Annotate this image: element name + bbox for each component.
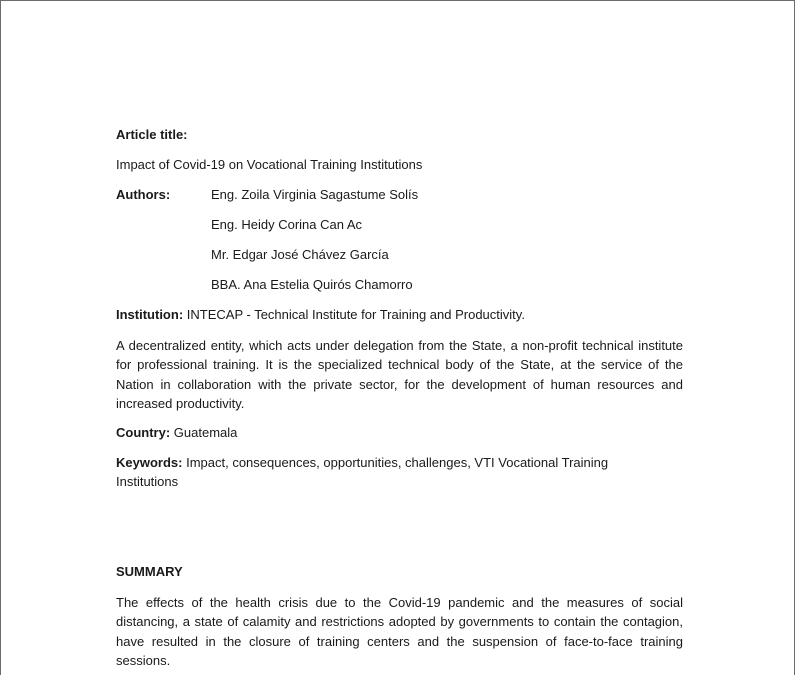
country-value: Guatemala <box>173 425 238 440</box>
institution-label: Institution: <box>116 307 184 322</box>
keywords-line <box>116 455 608 471</box>
country-line <box>116 425 237 441</box>
keywords-value: Impact, consequences, opportunities, challenges, VTI Vocational Training <box>186 455 609 470</box>
institution-description: A decentralized entity, which acts under delegation from the State, a non-profit technical institute for professional training. It is the specialized technical body of the State, at the service of the Nation in collaboration with the private sector, for the development of human resources and increased productivity. <box>116 338 683 411</box>
author-item: BBA. Ana Estelia Quirós Chamorro <box>211 277 413 292</box>
country-label: Country: <box>116 425 171 440</box>
author-item: Eng. Zoila Virginia Sagastume Solís <box>211 187 419 202</box>
authors-label: Authors: <box>116 187 171 202</box>
article-title-label: Article title: <box>116 127 188 142</box>
keywords-label: Keywords: <box>116 455 183 470</box>
institution-name: INTECAP - Technical Institute for Training and Productivity. <box>186 307 525 322</box>
summary-heading: SUMMARY <box>116 564 183 579</box>
summary-text: The effects of the health crisis due to the Covid-19 pandemic and the measures of social distancing, a state of calamity and restrictions adopted by governments to contain the contagion, have resulted in the closure of training centers and the suspension of face-to-face training sessions. <box>116 595 683 668</box>
article-title: Impact of Covid-19 on Vocational Training Institutions <box>116 157 423 172</box>
author-item: Eng. Heidy Corina Can Ac <box>211 217 363 232</box>
author-item: Mr. Edgar José Chávez García <box>211 247 389 262</box>
institution-line <box>116 307 525 323</box>
keywords-continuation: Institutions <box>116 474 179 489</box>
